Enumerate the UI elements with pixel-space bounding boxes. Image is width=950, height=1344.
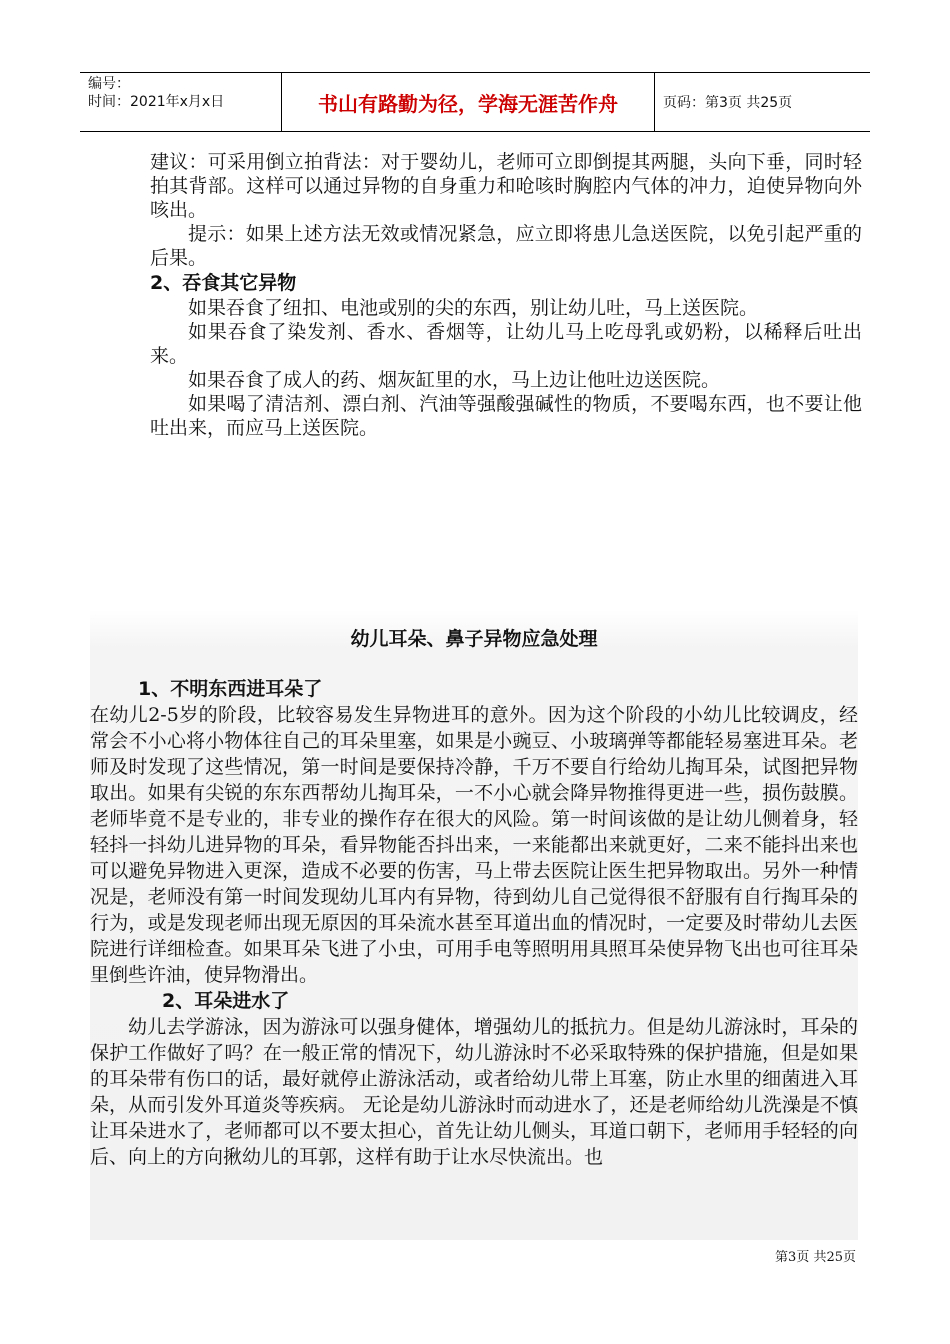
- paragraph-tip: 提示：如果上述方法无效或情况紧急，应立即将患儿急送医院，以免引起严重的后果。: [150, 223, 862, 269]
- page-footer: 第3页 共25页: [775, 1250, 856, 1265]
- paragraph-advice: 建议：可采用倒立拍背法：对于婴幼儿，老师可立即倒提其两腿，头向下垂，同时轻拍其背部。这样可以通过异物的自身重力和呛咳时胸腔内气体的冲力，迫使异物向外咳出。: [150, 151, 862, 221]
- heading-swallow: 2、吞食其它异物: [150, 272, 297, 294]
- header-meta: [80, 73, 282, 131]
- paragraph-ear-object: 在幼儿2-5岁的阶段，比较容易发生异物进耳的意外。因为这个阶段的小幼儿比较调皮，经常会不小心将小物体往自己的耳朵里塞，如果是小豌豆、小玻璃弹等都能轻易塞进耳朵。老师及时发现了这些情况，第一时间是要保持冷静，千万不要自行给幼儿掏耳朵，试图把异物取出。如果有尖锐的东东西帮幼儿掏耳朵，一不小心就会降异物推得更进一些，损伤鼓膜。老师毕竟不是专业的，非专业的操作存在很大的风险。第一时间该做的是让幼儿侧着身，轻轻抖一抖幼儿进异物的耳朵，看异物能否抖出来，一来能都出来就更好，二来不能抖出来也可以避免异物进入更深，造成不必要的伤害，马上带去医院让医生把异物取出。另外一种情况是，老师没有第一时间发现幼儿耳内有异物，待到幼儿自己觉得很不舒服有自行掏耳朵的行为，或是发现老师出现无原因的耳朵流水甚至耳道出血的情况时，一定要及时带幼儿去医院进行详细检查。如果耳朵飞进了小虫，可用手电等照明用具照耳朵使异物飞出也可往耳朵里倒些许油，使异物滑出。: [90, 704, 858, 986]
- paragraph-ear-water: 幼儿去学游泳，因为游泳可以强身健体，增强幼儿的抵抗力。但是幼儿游泳时，耳朵的保护工作做好了吗？在一般正常的情况下，幼儿游泳时不必采取特殊的保护措施，但是如果的耳朵带有伤口的话，最好就停止游泳活动，或者给幼儿带上耳塞，防止水里的细菌进入耳朵，从而引发外耳道炎等疾病。 无论是幼儿游泳时而动进水了，还是老师给幼儿洗澡是不慎让耳朵进水了，老师都可以不要太担心，首先让幼儿侧头，耳道口朝下，老师用手轻轻的向后、向上的方向揪幼儿的耳郭，这样有助于让水尽快流出。也: [90, 1016, 858, 1168]
- header-date: 时间：2021年x月x日: [88, 94, 225, 110]
- subheading-ear-object: 1、不明东西进耳朵了: [138, 678, 323, 700]
- section-title: 幼儿耳朵、鼻子异物应急处理: [350, 628, 598, 650]
- header-page: 页码：第3页 共25页: [663, 95, 793, 111]
- subheading-ear-water: 2、耳朵进水了: [162, 990, 290, 1012]
- header-motto: 书山有路勤为径，学海无涯苦作舟: [282, 73, 655, 131]
- paragraph-dye: 如果吞食了染发剂、香水、香烟等，让幼儿马上吃母乳或奶粉，以稀释后吐出来。: [150, 321, 862, 367]
- page-header: [80, 72, 870, 132]
- paragraph-medicine: 如果吞食了成人的药、烟灰缸里的水，马上边让他吐边送医院。: [188, 369, 721, 391]
- header-number: 编号：: [88, 76, 130, 92]
- paragraph-cleaner: 如果喝了清洁剂、漂白剂、汽油等强酸强碱性的物质，不要喝东西，也不要让他吐出来，而应马上送医院。: [150, 393, 862, 439]
- paragraph-buttons: 如果吞食了纽扣、电池或别的尖的东西，别让幼儿吐，马上送医院。: [188, 297, 759, 319]
- section-foreign-objects: [150, 150, 862, 440]
- section-ear: [90, 676, 858, 1170]
